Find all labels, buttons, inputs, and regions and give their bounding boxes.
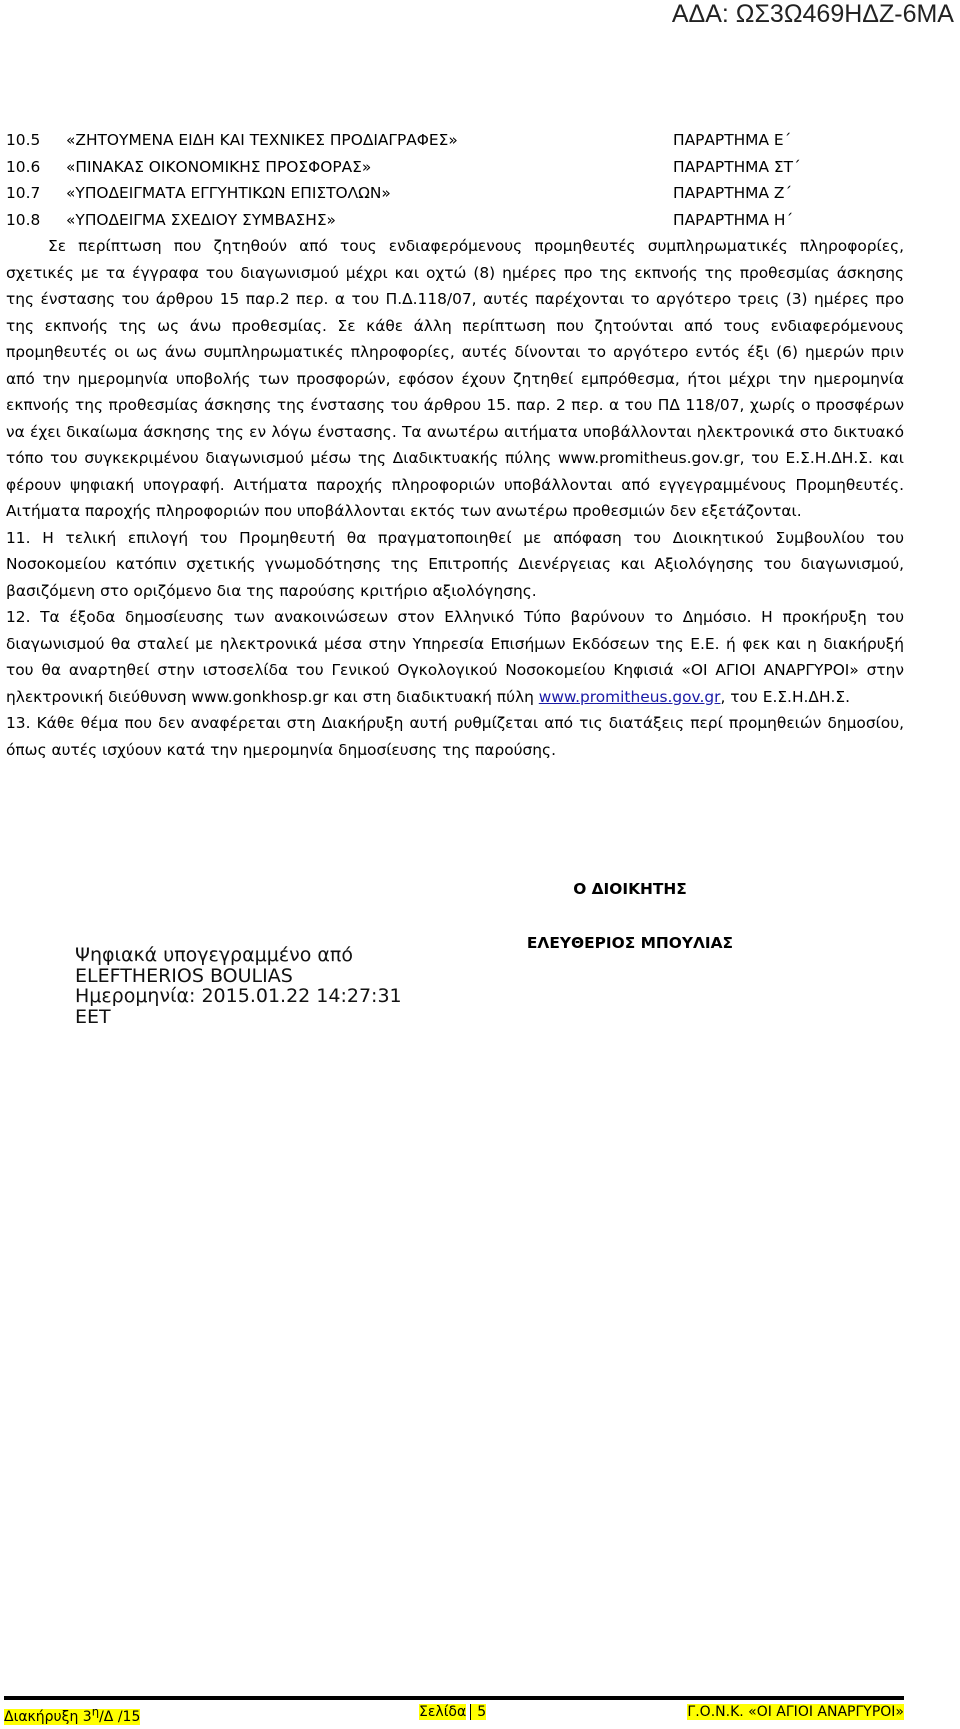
- digital-signature-timezone: EET: [75, 1005, 111, 1028]
- paragraph-12-text: 12. Τα έξοδα δημοσίευσης των ανακοινώσεων στον Ελληνικό Τύπο βαρύνουν το Δημόσιο. Η προκήρυξη του διαγωνισμού θα σταλεί με ηλεκτρονικά μέσα στην Υπηρεσία Επισήμων Εκδόσεων της Ε.Ε. ή φεκ και η διακήρυξή του θα αναρτηθεί στην ιστοσελίδα του Γενικού Ογκολογικού Νοσοκομείου Κηφισιά «ΟΙ ΑΓΙΟΙ ΑΝΑΡΓΥΡΟΙ» στην ηλεκτρονική διεύθυνση www.gonkhosp.gr και στη διαδικτυακή πύλη: [6, 608, 904, 706]
- list-item-number: 10.6: [6, 157, 41, 176]
- footer-org-text: Γ.Ο.Ν.Κ. «ΟΙ ΑΓΙΟΙ ΑΝΑΡΓΥΡΟΙ»: [687, 1704, 904, 1720]
- list-item-annex: ΠΑΡΑΡΤΗΜΑ Η΄: [673, 210, 794, 229]
- list-item-number: 10.7: [6, 184, 41, 202]
- paragraph-12: [6, 604, 904, 710]
- list-item-annex: ΠΑΡΑΡΤΗΜΑ ΣΤ΄: [673, 157, 801, 176]
- annex-list-item: [6, 207, 904, 234]
- promitheus-link[interactable]: www.promitheus.gov.gr: [538, 687, 721, 706]
- digital-signature-date: Ημερομηνία: 2015.01.22 14:27:31: [75, 985, 402, 1007]
- digital-signature-signer: ELEFTHERIOS BOULIAS: [75, 964, 293, 987]
- annex-list-item: [6, 154, 904, 181]
- footer-ref-suffix: /Δ /15: [99, 1708, 141, 1725]
- footer-document-ref: [4, 1704, 140, 1725]
- ada-header: ΑΔΑ: ΩΣ3Ω469ΗΔΖ-6ΜΑ: [671, 0, 954, 28]
- digital-signature-line: Ψηφιακά υπογεγραμμένο από: [75, 944, 353, 966]
- footer-rule: [4, 1696, 904, 1700]
- list-item-annex: ΠΑΡΑΡΤΗΜΑ Ζ΄: [673, 184, 793, 202]
- list-item-number: 10.5: [6, 131, 41, 149]
- footer-page-number: 5: [470, 1704, 486, 1720]
- document-body: [6, 127, 904, 763]
- list-item-number: 10.8: [6, 210, 41, 229]
- footer-page-label: Σελίδα: [419, 1704, 467, 1720]
- paragraph-12-tail: , του Ε.Σ.Η.ΔΗ.Σ.: [720, 687, 851, 706]
- footer-ref-text: [4, 1704, 141, 1725]
- page-footer: [4, 1696, 904, 1726]
- footer-organization: [687, 1704, 904, 1720]
- list-item-title: «ΠΙΝΑΚΑΣ ΟΙΚΟΝΟΜΙΚΗΣ ΠΡΟΣΦΟΡΑΣ»: [66, 157, 372, 176]
- signatory-name: ΕΛΕΥΘΕΡΙΟΣ ΜΠΟΥΛΙΑΣ: [526, 934, 734, 952]
- list-item-title: «ΥΠΟΔΕΙΓΜΑ ΣΧΕΔΙΟΥ ΣΥΜΒΑΣΗΣ»: [66, 210, 336, 229]
- paragraph-information-requests: Σε περίπτωση που ζητηθούν από τους ενδιαφερόμενους προμηθευτές συμπληρωματικές πληροφορίες, σχετικές με τα έγγραφα του διαγωνισμού μέχρι και οχτώ (8) ημέρες προ της εκπνοής της προθεσμίας άσκησης της ένστασης του άρθρου 15 παρ.2 περ. α του Π.Δ.118/07, αυτές παρέχονται το αργότερο τρεις (3) ημέρες προ της εκπνοής της ως άνω προθεσμίας. Σε κάθε άλλη περίπτωση που ζητούνται από τους ενδιαφερόμενους προμηθευτές οι ως άνω συμπληρωματικές πληροφορίες, αυτές δίνονται το αργότερο εντός έξι (6) ημερών πριν από την ημερομηνία υποβολής των προσφορών, εφόσον έχουν ζητηθεί εμπρόθεσμα, ήτοι μέχρι την ημερομηνία εκπνοής της προθεσμίας άσκησης της ένστασης του άρθρου 15. παρ. 2 περ. α του ΠΔ 118/07, χωρίς ο προσφέρων να έχει δικαίωμα άσκησης της εν λόγω ένστασης. Τα ανωτέρω αιτήματα υποβάλλονται ηλεκτρονικά στο δικτυακό τόπο του συγκεκριμένου διαγωνισμού μέσω της Διαδικτυακής πύλης www.promitheus.gov.gr, του Ε.Σ.Η.ΔΗ.Σ. και φέρουν ψηφιακή υπογραφή. Αιτήματα παροχής πληροφοριών υποβάλλονται από εγγεγραμμένους Προμηθευτές. Αιτήματα παροχής πληροφοριών που υποβάλλονται εκτός των ανωτέρω προθεσμιών δεν εξετάζονται.: [6, 237, 904, 520]
- list-item-annex: ΠΑΡΑΡΤΗΜΑ Ε΄: [673, 131, 792, 149]
- digital-signature-stamp: [75, 945, 402, 1027]
- list-item-title: «ΖΗΤΟΥΜΕΝΑ ΕΙΔΗ ΚΑΙ ΤΕΧΝΙΚΕΣ ΠΡΟΔΙΑΓΡΑΦΕΣ»: [66, 131, 458, 149]
- signatory-title: Ο ΔΙΟΙΚΗΤΗΣ: [573, 880, 687, 898]
- footer-ref-main: Διακήρυξη 3: [4, 1708, 92, 1725]
- paragraph-11: 11. Η τελική επιλογή του Προμηθευτή θα πραγματοποιηθεί με απόφαση του Διοικητικού Συμβουλίου του Νοσοκομείου κατόπιν σχετικής γνωμοδότησης της Επιτροπής Διενέργειας και Αξιολόγησης του διαγωνισμού, βασιζόμενη στο οριζόμενο δια της παρούσης κριτήριο αξιολόγησης.: [6, 528, 904, 600]
- list-item-title: «ΥΠΟΔΕΙΓΜΑΤΑ ΕΓΓΥΗΤΙΚΩΝ ΕΠΙΣΤΟΛΩΝ»: [66, 184, 391, 202]
- footer-page-indicator: [419, 1704, 486, 1720]
- paragraph-13: 13. Κάθε θέμα που δεν αναφέρεται στη Διακήρυξη αυτή ρυθμίζεται από τις διατάξεις περί προμηθειών δημοσίου, όπως αυτές ισχύουν κατά την ημερομηνία δημοσίευσης της παρούσης.: [6, 714, 904, 759]
- annex-list-item: [6, 127, 904, 154]
- footer-ref-sup: η: [91, 1704, 100, 1718]
- annex-list-item: [6, 180, 904, 207]
